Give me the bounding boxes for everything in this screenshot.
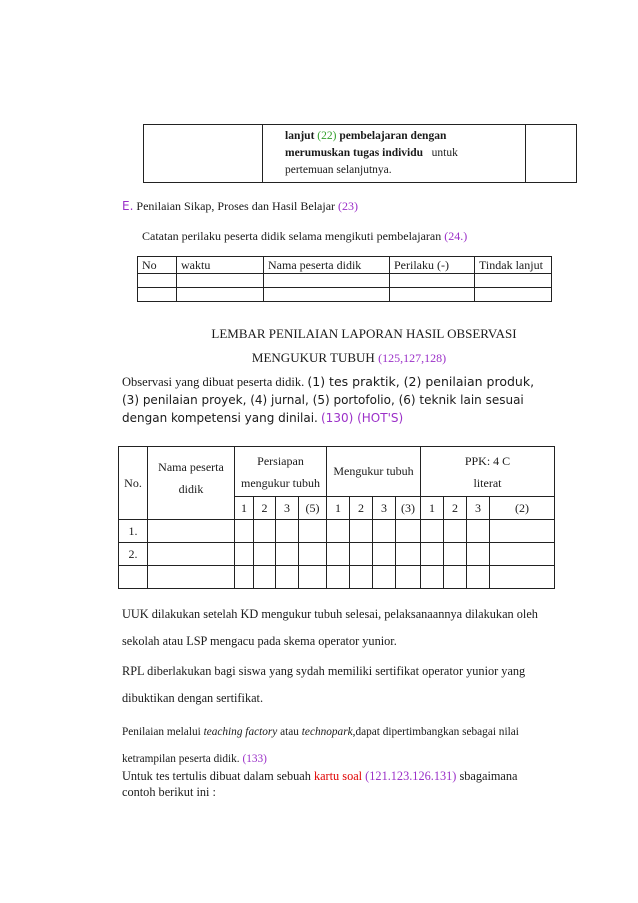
ref: (133) <box>242 753 267 765</box>
header-perilaku: Perilaku (-) <box>390 257 475 274</box>
paragraph-line: contoh berikut ini : <box>122 785 216 799</box>
sub-header: (5) <box>299 497 327 520</box>
header-group-2: Mengukur tubuh <box>327 447 421 497</box>
sub-header: (3) <box>396 497 421 520</box>
ref: (125,127,128) <box>378 351 447 365</box>
observation-intro <box>122 373 562 427</box>
intro-text: Observasi yang dibuat peserta didik. <box>122 375 305 389</box>
table-row <box>138 257 552 274</box>
heading-line-2: MENGUKUR TUBUH <box>251 350 375 365</box>
paragraph-text: Penilaian melalui <box>122 726 201 738</box>
paragraph-italic: technopark <box>301 726 353 738</box>
sub-header: 1 <box>421 497 444 520</box>
group-line: Persiapan <box>257 453 304 468</box>
header-group-3 <box>421 447 555 497</box>
group-line: literat <box>473 475 502 490</box>
header-nama: Nama peserta didik <box>264 257 390 274</box>
header-tindak-lanjut: Tindak lanjut <box>475 257 552 274</box>
section-letter: E. <box>122 199 134 213</box>
paragraph-line: UUK dilakukan setelah KD mengukur tubuh selesai, pelaksanaannya dilakukan oleh <box>122 607 538 621</box>
top-table-cell-2 <box>263 125 526 183</box>
ref: (121.123.126.131) <box>365 769 457 783</box>
sub-header: 3 <box>467 497 490 520</box>
table-row <box>119 566 555 589</box>
table-row <box>119 520 555 543</box>
header-no: No <box>138 257 177 274</box>
table-row <box>119 447 555 497</box>
ref: (22) <box>317 130 337 142</box>
paragraph-text: ,dapat dipertimbangkan sebagai nilai <box>352 726 519 738</box>
header-name-line: Nama peserta <box>158 460 224 474</box>
ref: (130) (HOT'S) <box>321 411 404 425</box>
sub-header: 2 <box>350 497 373 520</box>
table-row <box>138 274 552 288</box>
group-line: PPK: 4 C <box>464 453 511 468</box>
sub-header: 3 <box>276 497 299 520</box>
top-text: lanjut <box>285 130 315 142</box>
sub-header: 1 <box>235 497 254 520</box>
highlight-text: kartu soal <box>313 769 363 783</box>
paragraph-tes <box>122 768 572 800</box>
paragraph-text: Untuk tes tertulis dibuat dalam sebuah <box>122 769 311 783</box>
sub-header: 2 <box>444 497 467 520</box>
header-group-1 <box>235 447 327 497</box>
section-e-note <box>142 229 467 244</box>
table-row <box>138 288 552 302</box>
section-title: Penilaian Sikap, Proses dan Hasil Belajar <box>136 199 336 213</box>
sub-header: 3 <box>373 497 396 520</box>
paragraph-rpl <box>122 658 572 712</box>
sub-header: 1 <box>327 497 350 520</box>
behavior-table <box>137 256 552 302</box>
top-table-cell-3 <box>526 125 577 183</box>
header-waktu: waktu <box>177 257 264 274</box>
header-name <box>148 447 235 520</box>
paragraph-uuk <box>122 601 572 655</box>
row-number: 1. <box>119 520 148 543</box>
group-line: mengukur tubuh <box>241 475 320 490</box>
intro-text: dengan kompetensi yang dinilai. <box>122 411 318 425</box>
ref: (23) <box>338 199 359 213</box>
intro-text: (1) tes praktik, (2) penilaian produk, <box>307 374 535 389</box>
intro-text: (3) penilaian proyek, (4) jurnal, (5) portofolio, (6) teknik lain sesuai <box>122 393 524 407</box>
top-table-cell-1 <box>144 125 263 183</box>
paragraph-text: atau <box>280 726 299 738</box>
paragraph-line: RPL diberlakukan bagi siswa yang sydah memiliki sertifikat operator yunior yang <box>122 664 526 678</box>
paragraph-text: ketrampilan peserta didik. <box>122 753 240 765</box>
top-table <box>143 124 577 183</box>
section-e-title <box>122 199 358 214</box>
row-number <box>119 566 148 589</box>
row-number: 2. <box>119 543 148 566</box>
heading-line-1: LEMBAR PENILAIAN LAPORAN HASIL OBSERVASI <box>211 326 517 341</box>
paragraph-italic: teaching factory <box>203 726 278 738</box>
assessment-table <box>118 446 555 589</box>
table-row <box>119 543 555 566</box>
top-text: pertemuan selanjutnya. <box>285 164 392 176</box>
ref: (24.) <box>444 229 468 243</box>
paragraph-line: dibuktikan dengan sertifikat. <box>122 691 264 705</box>
paragraph-tefa <box>122 719 572 773</box>
top-text: untuk <box>431 147 458 159</box>
sub-header: 2 <box>254 497 276 520</box>
paragraph-text: sbagaimana <box>459 769 518 783</box>
observation-heading <box>0 322 638 370</box>
paragraph-line: sekolah atau LSP mengacu pada skema operator yunior. <box>122 634 397 648</box>
sub-header: (2) <box>490 497 555 520</box>
top-text: merumuskan tugas individu <box>285 147 424 159</box>
header-no: No. <box>119 447 148 520</box>
note-text: Catatan perilaku peserta didik selama mengikuti pembelajaran <box>142 229 442 243</box>
header-name-line: didik <box>178 482 204 496</box>
top-text: pembelajaran dengan <box>339 130 447 142</box>
